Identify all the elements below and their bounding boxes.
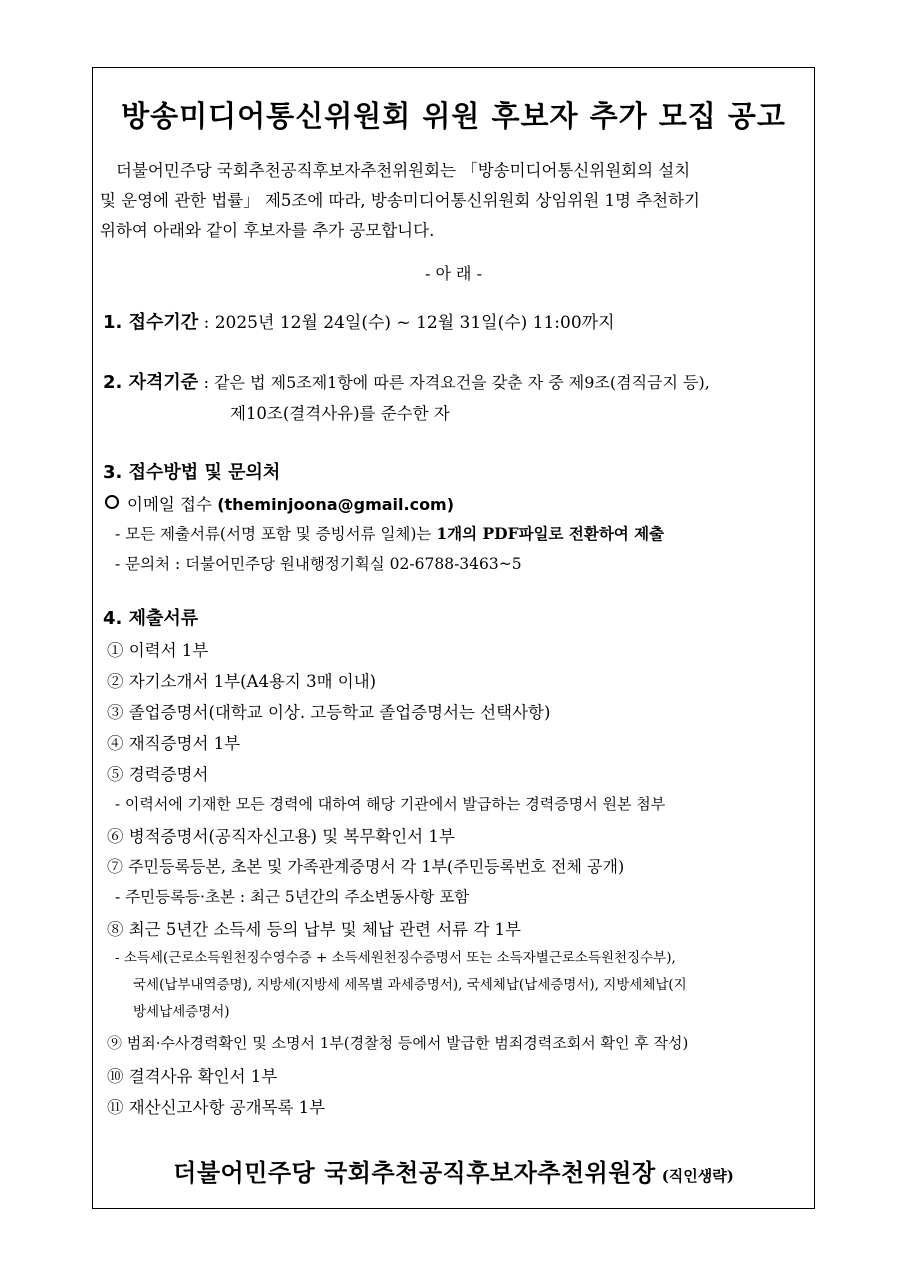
doc-item: ⑦ 주민등록등본, 초본 및 가족관계증명서 각 1부(주민등록번호 전체 공개) xyxy=(107,857,625,876)
intro-line-2: 및 운영에 관한 법률」 제5조에 따라, 방송미디어통신위원회 상임위원 1명 추천하기 xyxy=(100,191,700,210)
section-3-heading: 3. 접수방법 및 문의처 xyxy=(103,462,281,483)
section-2-heading: 2. 자격기준 xyxy=(103,372,199,393)
signature-name: 더불어민주당 국회추천공직후보자추천위원장 xyxy=(173,1158,656,1187)
email-label: 이메일 접수 xyxy=(127,495,212,514)
doc-item: ③ 졸업증명서(대학교 이상. 고등학교 졸업증명서는 선택사항) xyxy=(107,703,551,722)
section-2-line-2: 제10조(결격사유)를 준수한 자 xyxy=(230,404,450,423)
doc-item: ⑤ 경력증명서 xyxy=(107,765,209,784)
seal-omitted-note: (직인생략) xyxy=(661,1167,734,1185)
section-2 xyxy=(103,368,808,394)
submission-note xyxy=(115,522,664,544)
section-1 xyxy=(103,308,808,334)
contact-note: - 문의처 : 더불어민주당 원내행정기획실 02-6788-3463~5 xyxy=(115,555,522,573)
doc-subnote: 국세(납부내역증명), 지방세(지방세 세목별 과세증명서), 국세체납(납세증명서), 지방세체납(지 xyxy=(133,977,687,993)
notice-title: 방송미디어통신위원회 위원 후보자 추가 모집 공고 xyxy=(121,99,786,133)
section-4-heading: 4. 제출서류 xyxy=(103,608,199,629)
intro-paragraph xyxy=(100,156,809,246)
section-1-heading: 1. 접수기간 xyxy=(103,312,199,333)
email-address: (theminjoona@gmail.com) xyxy=(217,495,455,514)
section-4-heading-wrap xyxy=(103,604,808,630)
submission-note-bold: 1개의 PDF파일로 전환하여 제출 xyxy=(436,524,665,543)
intro-line-1: 더불어민주당 국회추천공직후보자추천위원회는 「방송미디어통신위원회의 설치 xyxy=(116,161,691,180)
arae-divider: - 아 래 - xyxy=(425,264,482,283)
doc-subnote: 방세납세증명서) xyxy=(133,1004,230,1020)
circle-bullet-icon xyxy=(105,495,119,509)
section-3-heading-wrap xyxy=(103,458,808,484)
doc-subnote: - 소득세(근로소득원천징수영수증 + 소득세원천징수증명서 또는 소득자별근로소득원천징수부), xyxy=(115,950,676,966)
doc-subnote: - 주민등록등·초본 : 최근 5년간의 주소변동사항 포함 xyxy=(115,888,470,906)
doc-item: ⑥ 병적증명서(공직자신고용) 및 복무확인서 1부 xyxy=(107,827,455,846)
doc-item: ④ 재직증명서 1부 xyxy=(107,734,241,753)
section-1-text: : 2025년 12월 24일(수) ~ 12월 31일(수) 11:00까지 xyxy=(203,313,615,333)
doc-item: ⑩ 결격사유 확인서 1부 xyxy=(107,1067,278,1086)
intro-line-3: 위하여 아래와 같이 후보자를 추가 공모합니다. xyxy=(100,221,435,240)
doc-item: ① 이력서 1부 xyxy=(107,641,209,660)
notice-frame xyxy=(92,67,815,1209)
doc-item: ② 자기소개서 1부(A4용지 3매 이내) xyxy=(107,672,377,691)
section-2-line-1: : 같은 법 제5조제1항에 따른 자격요건을 갖춘 자 중 제9조(겸직금지 등), xyxy=(203,373,710,392)
doc-subnote: - 이력서에 기재한 모든 경력에 대하여 해당 기관에서 발급하는 경력증명서 원본 첨부 xyxy=(115,795,666,813)
doc-item: ⑧ 최근 5년간 소득세 등의 납부 및 체납 관련 서류 각 1부 xyxy=(107,920,521,939)
email-row xyxy=(105,491,454,515)
submission-note-prefix: - 모든 제출서류(서명 포함 및 증빙서류 일체)는 xyxy=(115,525,437,543)
signature-line xyxy=(93,1153,814,1188)
doc-item: ⑪ 재산신고사항 공개목록 1부 xyxy=(107,1098,326,1117)
doc-item: ⑨ 범죄·수사경력확인 및 소명서 1부(경찰청 등에서 발급한 범죄경력조회서 확인 후 작성) xyxy=(107,1034,689,1052)
